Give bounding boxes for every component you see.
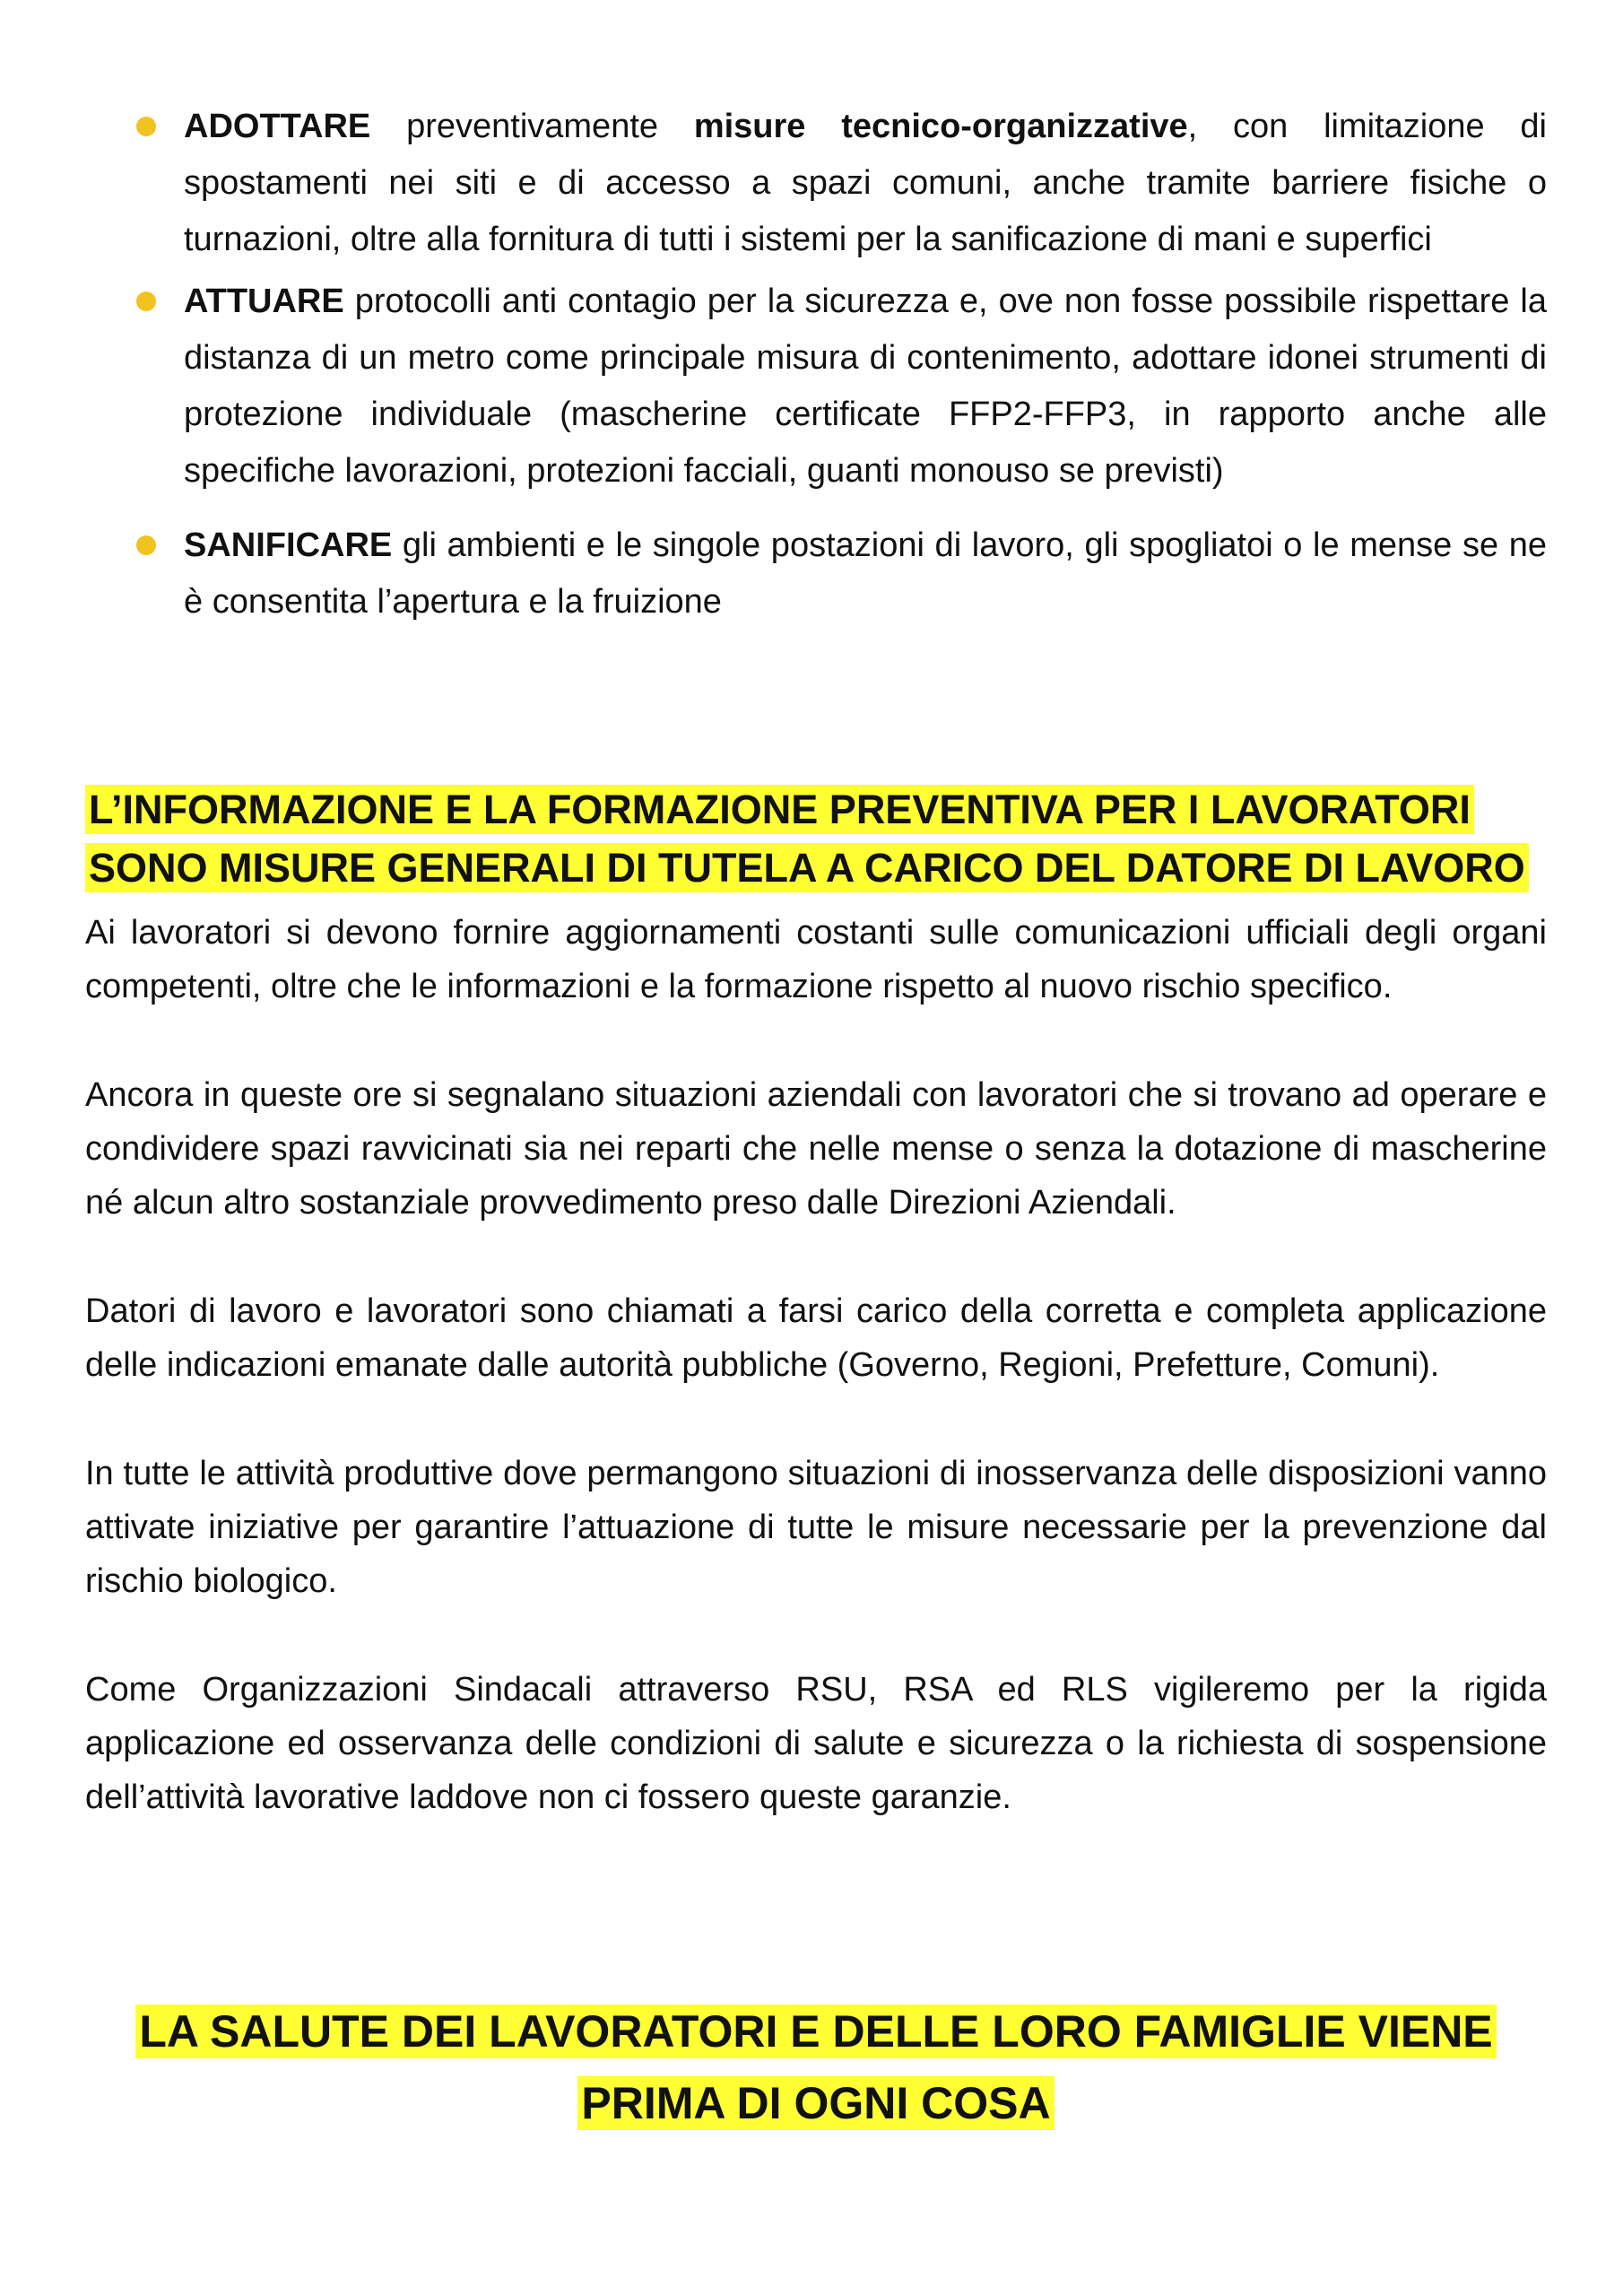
bullet-keyword: ADOTTARE bbox=[184, 108, 371, 145]
bullet-text: gli ambienti e le singole postazioni di lavoro, gli spogliatoi o le mense se ne è consentita l’apertura e la fruizione bbox=[184, 526, 1547, 621]
bullet-item-adottare bbox=[135, 99, 1547, 268]
body-text bbox=[85, 906, 1547, 1879]
bullet-dot-icon bbox=[136, 291, 156, 311]
bullet-item-sanificare bbox=[135, 517, 1547, 631]
bullet-item-attuare bbox=[135, 274, 1547, 500]
paragraph-aggiornamenti: Ai lavoratori si devono fornire aggiornamenti costanti sulle comunicazioni ufficiali degli organi competenti, oltre che le informazioni e la formazione rispetto al nuovo rischio specifico. bbox=[85, 914, 1547, 1005]
paragraph-sindacati: Come Organizzazioni Sindacali attraverso RSU, RSA ed RLS vigileremo per la rigida applicazione ed osservanza delle condizioni di salute e sicurezza o la richiesta di sospensione dell’attività lavorative laddove non ci fossero queste garanzie. bbox=[85, 1671, 1547, 1816]
bullet-dot-icon bbox=[136, 117, 156, 136]
section-title bbox=[85, 780, 1547, 897]
closing-line-1: LA SALUTE DEI LAVORATORI E DELLE LORO FAMIGLIE VIENE bbox=[135, 2005, 1496, 2058]
paragraph-attivita: In tutte le attività produttive dove permangono situazioni di inosservanza delle disposizioni vanno attivate iniziative per garantire l’attuazione di tutte le misure necessarie per la prevenzione dal rischio biologico. bbox=[85, 1455, 1547, 1600]
closing-line-2: PRIMA DI OGNI COSA bbox=[577, 2076, 1054, 2130]
paragraph-datori: Datori di lavoro e lavoratori sono chiamati a farsi carico della corretta e completa applicazione delle indicazioni emanate dalle autorità pubbliche (Governo, Regioni, Prefetture, Comuni). bbox=[85, 1292, 1547, 1384]
bullet-bold-phrase: misure tecnico-organizzative bbox=[693, 108, 1188, 145]
bullet-dot-icon bbox=[136, 535, 156, 555]
bullet-keyword: ATTUARE bbox=[184, 283, 344, 320]
bullet-text: , con limitazione di spostamenti nei siti e di accesso a spazi comuni, anche tramite barriere fisiche o turnazioni, oltre alla fornitura di tutti i sistemi per la sanificazione di mani e superfici bbox=[184, 108, 1547, 258]
paragraph-situazioni: Ancora in queste ore si segnalano situazioni aziendali con lavoratori che si trovano ad operare e condividere spazi ravvicinati sia nei reparti che nelle mense o senza la dotazione di mascherine né alcun altro sostanziale provvedimento preso dalle Direzioni Aziendali. bbox=[85, 1076, 1547, 1222]
bullet-keyword: SANIFICARE bbox=[184, 526, 393, 564]
closing-statement bbox=[85, 1996, 1547, 2139]
bullet-text: preventivamente bbox=[370, 108, 694, 145]
highlighted-heading: L’INFORMAZIONE E LA FORMAZIONE PREVENTIVA PER I LAVORATORI SONO MISURE GENERALI DI TUTELA A CARICO DEL DATORE DI LAVORO bbox=[85, 785, 1529, 892]
bullet-list bbox=[135, 99, 1547, 636]
bullet-text: protocolli anti contagio per la sicurezza e, ove non fosse possibile rispettare la distanza di un metro come principale misura di contenimento, adottare idonei strumenti di protezione individuale (mascherine certificate FFP2-FFP3, in rapporto anche alle specifiche lavorazioni, protezioni facciali, guanti monouso se previsti) bbox=[184, 283, 1547, 490]
